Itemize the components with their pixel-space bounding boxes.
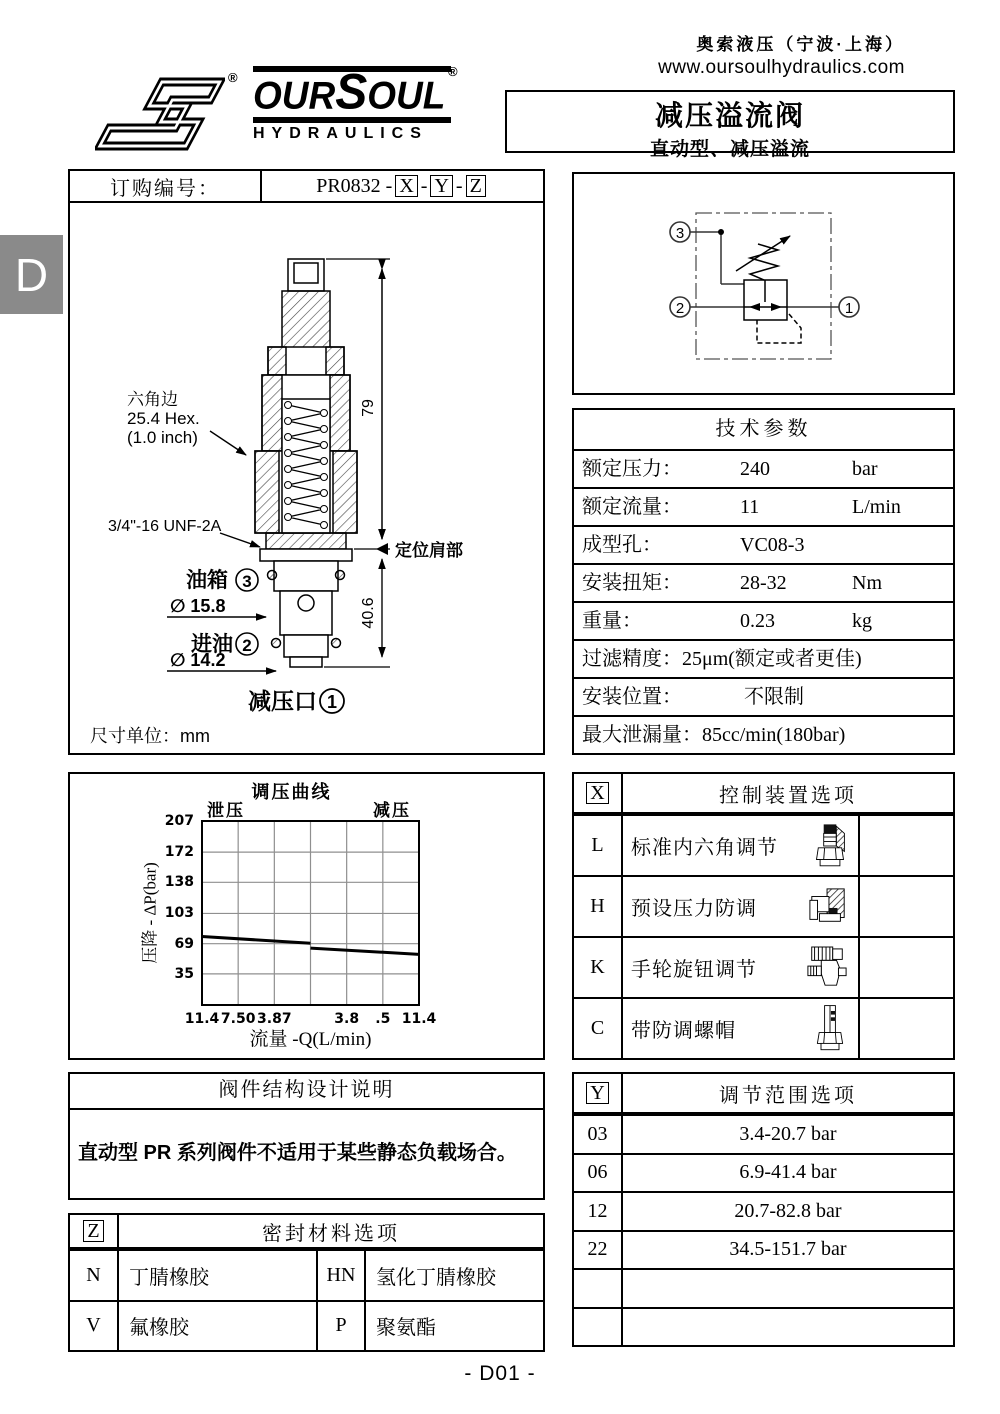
chart-y-axis-label: 压降 - ΔP(bar): [140, 862, 160, 964]
design-note-title: 阀件结构设计说明: [70, 1074, 543, 1110]
table-row: 03 3.4-20.7 bar: [574, 1114, 953, 1153]
curve-减压: [311, 948, 420, 954]
page-number: - D01 -: [464, 1362, 536, 1385]
symbol-port2: 2: [675, 300, 685, 317]
tech-params-table: [572, 408, 955, 755]
table-row: C 带防调螺帽: [574, 997, 953, 1058]
y-tick: 172: [164, 844, 194, 861]
handknob-icon: [806, 943, 848, 993]
hex-label-2: 25.4 Hex.: [127, 409, 200, 428]
order-label: 订购编号：: [70, 171, 262, 201]
adjust-range-table: [572, 1072, 955, 1347]
x-tick: 3.87: [257, 1011, 292, 1027]
x-tick: 3.8: [334, 1011, 360, 1027]
port3-number: 3: [242, 572, 252, 591]
tech-table-title: 技术参数: [715, 418, 812, 440]
seal-options-title: 密封材料选项: [262, 1222, 400, 1245]
hydraulic-symbol-box: [572, 172, 955, 395]
socket-screw-adjust-icon: [812, 821, 848, 871]
chart-plot-area: [70, 774, 543, 1058]
table-row: 12 20.7-82.8 bar: [574, 1191, 953, 1230]
chart-region-label-right: 减压: [373, 801, 411, 820]
table-row: [574, 1268, 953, 1307]
order-code-y: Y: [430, 175, 452, 197]
table-row: [574, 1307, 953, 1346]
oursoul-logo-icon: [95, 76, 225, 152]
table-row: V 氟橡胶 P 聚氨酯: [70, 1300, 543, 1351]
table-row: 安装扭矩： 28-32 Nm: [574, 563, 953, 601]
table-row: 06 6.9-41.4 bar: [574, 1153, 953, 1192]
port3-label: 油箱: [186, 569, 228, 592]
registered-mark: ®: [228, 70, 238, 85]
shoulder-tick: [376, 543, 388, 555]
company-website[interactable]: www.oursoulhydraulics.com: [658, 57, 905, 78]
adjust-range-title: 调节范围选项: [719, 1084, 857, 1107]
x-tick: 7.50: [220, 1011, 256, 1027]
pressure-curve-chart: [68, 772, 545, 1060]
valve-cross-section-drawing: [70, 203, 543, 753]
table-row: N 丁腈橡胶 HN 氢化丁腈橡胶: [70, 1249, 543, 1300]
preset-cap-icon: [808, 885, 848, 929]
order-code-x: X: [395, 175, 417, 197]
design-note-body: 直动型 PR 系列阀件不适用于某些静态负载场合。: [78, 1142, 517, 1164]
port1-number: 1: [326, 692, 338, 712]
y-tick: 138: [164, 874, 194, 891]
order-code-z: Z: [466, 175, 486, 197]
table-row: K 手轮旋钮调节: [574, 936, 953, 997]
y-tick: 69: [174, 935, 194, 952]
company-block: [500, 30, 905, 79]
control-options-title: 控制装置选项: [719, 784, 857, 807]
option-code-x: X: [586, 782, 608, 804]
port2-label: 进油: [191, 633, 233, 656]
table-row: 额定压力： 240 bar: [574, 449, 953, 487]
symbol-port3: 3: [675, 225, 685, 242]
chart-title: 调压曲线: [251, 782, 332, 802]
chart-region-label-left: 泄压: [207, 801, 245, 820]
x-tick: .5: [375, 1011, 391, 1027]
y-tick: 207: [164, 813, 194, 829]
option-code-y: Y: [586, 1082, 608, 1104]
order-number-box: [68, 169, 545, 203]
option-code-z: Z: [83, 1220, 103, 1242]
section-tab: D: [0, 235, 63, 314]
table-row: 过滤精度：25μm(额定或者更佳): [574, 639, 953, 677]
x-tick: 11.4: [184, 1011, 220, 1027]
seal-material-table: [68, 1213, 545, 1352]
company-name: 奥索液压（宁波·上海）: [696, 35, 905, 54]
control-options-table: [572, 772, 955, 1060]
table-row: 额定流量： 11 L/min: [574, 487, 953, 525]
brand-wordmark: OURSOUL HYDRAULICS: [253, 66, 451, 143]
y-tick: 103: [164, 905, 194, 922]
dia1-label: ∅ 15.8: [170, 596, 226, 616]
table-row: 成型孔： VC08-3: [574, 525, 953, 563]
registered-mark: ®: [448, 64, 458, 79]
product-subtitle: 直动型、减压溢流: [649, 139, 810, 160]
y-tick: 35: [174, 965, 194, 982]
hex-label-3: (1.0 inch): [127, 428, 198, 447]
table-row: L 标准内六角调节: [574, 814, 953, 875]
product-title-box: [505, 90, 955, 160]
tamper-locknut-icon: [812, 1002, 848, 1056]
x-tick: 11.4: [401, 1011, 437, 1027]
valve-drawing-box: [68, 201, 545, 755]
port1-label: 减压口: [248, 688, 317, 714]
dim-total: 79: [360, 399, 377, 417]
curve-泄压: [202, 937, 311, 944]
hydraulic-symbol-icon: [574, 174, 953, 393]
order-code: PR0832 - X - Y - Z: [262, 171, 543, 201]
table-row: H 预设压力防调: [574, 875, 953, 936]
table-row: 重量： 0.23 kg: [574, 601, 953, 639]
design-note-box: [68, 1072, 545, 1200]
product-title: 减压溢流阀: [654, 101, 805, 132]
thread-label: 3/4"-16 UNF-2A: [108, 518, 222, 535]
table-row: 最大泄漏量：85cc/min(180bar): [574, 715, 953, 753]
shoulder-label: 定位肩部: [395, 541, 463, 560]
port2-number: 2: [242, 636, 252, 655]
brand-subtitle: HYDRAULICS: [253, 125, 428, 142]
chart-x-axis-label: 流量 -Q(L/min): [249, 1029, 372, 1050]
dim-lower: 40.6: [360, 597, 377, 629]
table-row: 22 34.5-151.7 bar: [574, 1230, 953, 1269]
dia2-label: ∅ 14.2: [170, 650, 226, 670]
hex-label-1: 六角边: [127, 390, 178, 409]
table-row: 安装位置： 不限制: [574, 677, 953, 715]
symbol-port1: 1: [844, 300, 854, 317]
units-note: 尺寸单位：mm: [90, 726, 210, 746]
